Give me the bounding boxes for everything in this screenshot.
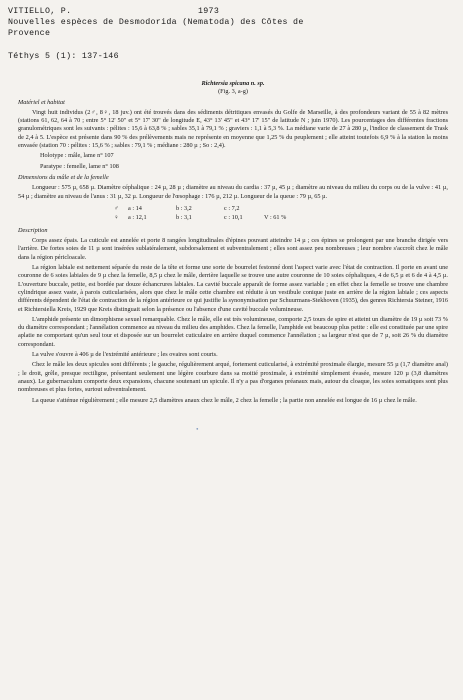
paratype-line: Paratype : femelle, lame n° 108 <box>40 162 119 170</box>
dimensions-paragraph: Longueur : 575 µ, 658 µ. Diamètre céphalique : 24 µ, 28 µ ; diamètre au niveau du cardia : 37 µ, 45 µ ; diamètre au niveau du milieu du corps ou de la vulve : 41 µ, 54 µ ; diamètre au niveau de l'anus : 31 µ, 32 µ. Longueur de l'œsophage : 176 µ, 212 µ. Longueur de la queue : 79 µ, 65 µ. <box>18 184 448 200</box>
figure-reference: (Fig. 3, a-g) <box>218 88 248 96</box>
female-v: V : 61 % <box>264 213 287 221</box>
formula-row-female <box>114 213 448 222</box>
library-stamp-icon: ● <box>195 425 199 432</box>
card-journal: Téthys 5 (1): 137-146 <box>8 52 119 61</box>
section-heading-material: Matériel et habitat <box>18 98 65 106</box>
card-title-line-2: Provence <box>8 29 51 38</box>
description-paragraph-1: Corps assez épais. La cuticule est annelée et porte 8 rangées longitudinales d'épines pouvant atteindre 14 µ ; ces épines se prolongent par une branche dirigée vers l'arrière. De fortes soies de 11 µ sont insérées sublatéralement, subdorsalement et subventralement ; elles sont assez peu nombreuses ; leur nombre s'accroît chez le mâle dans la région péricloacale. <box>18 237 448 261</box>
section-heading-dimensions: Dimensions du mâle et de la femelle <box>18 173 109 181</box>
type-specimens <box>40 152 448 171</box>
species-title: Richtersia spicana n. sp. <box>201 80 265 87</box>
female-symbol: ♀ <box>114 213 119 221</box>
description-paragraph-4: La vulve s'ouvre à 406 µ de l'extrémité antérieure ; les ovaires sont courts. <box>32 351 218 359</box>
material-paragraph: Vingt huit individus (2♂, 8♀, 18 juv.) ont été trouvés dans des sédiments détritiques envasés du Golfe de Marseille, à des profondeurs variant de 55 à 82 mètres (stations 61, 62, 64 à 70 ; entre 5° 12' 50" et 5° 17' 30" de longitude E, 43° 13' 45" et 43° 17' 15" de latitude N ; juin 1970). Les pourcentages des différentes fractions granulométriques sont les suivants : pélites : 15,6 à 63,8 % ; sables 35,1 à 79,1 % ; graviers : 1,1 à 5,3 %. La médiane varie de 27 à 280 µ, l'indice de classement de Trask de 2,4 à 5. L'espèce est présente dans 90 % des prélèvements mais ne représente en moyenne que 1,25 % du peuplement ; elle atteint toutefois 6,9 % à la station la moins envasée (station 70 : pélites : 15,6 % ; sables : 79,1 % ; médiane : 280 µ ; So : 2,4). <box>18 108 448 150</box>
male-v <box>264 204 304 213</box>
reference-card-header <box>8 6 458 62</box>
description-paragraph-5: Chez le mâle les deux spicules sont différents ; le gauche, régulièrement arqué, fortement cuticularisé, à extrémité proximale élargie, mesure 55 µ (1,7 diamètre anal) ; le droit, grêle, presque rectiligne, présentant seulement une légère courbure dans sa moitié proximale, à extrémité simplement évasée, mesure 120 µ (3,8 diamètres anaux). Le gubernaculum comporte deux expansions, chacune soutenant un spicule. Il n'y a pas d'organes préanaux mais, autour du cloaque, les soies somatiques sont plus nombreuses et plus fortes, surtout subventralement. <box>18 361 448 394</box>
male-c: c : 7,2 <box>224 204 240 212</box>
male-symbol: ♂ <box>114 204 119 212</box>
holotype-line: Holotype : mâle, lame n° 107 <box>40 152 114 160</box>
female-c: c : 10,1 <box>224 213 243 221</box>
card-year: 1973 <box>198 7 220 16</box>
description-paragraph-6: La queue s'atténue régulièrement ; elle mesure 2,5 diamètres anaux chez le mâle, 2 chez la femelle ; la partie non annelée est longue de 16 µ chez le mâle. <box>32 396 417 404</box>
card-author: VITIELLO, P. <box>8 7 72 16</box>
de-man-formula <box>114 204 448 222</box>
card-title-line-1: Nouvelles espèces de Desmodorida (Nematoda) des Côtes de <box>8 18 304 27</box>
description-paragraph-3: L'amphide présente un dimorphisme sexuel remarquable. Chez le mâle, elle est très volumineuse, comporte 2,5 tours de spire et atteint un diamètre de 19 µ soit 73 % du diamètre correspondant ; l'annélation commence au niveau du milieu des amphides. Chez la femelle, l'amphide est beaucoup plus petite : elle est constituée par une spire aplatie ne comportant qu'un seul tour et disposée sur un bourrelet cuticulaire en arrière duquel commence l'annélation ; sa largeur n'est que de 7 µ, soit 26 % du diamètre correspondant. <box>18 315 448 348</box>
description-paragraph-2: La région labiale est nettement séparée du reste de la tête et forme une sorte de bourrelet festonné dont l'aspect varie avec l'état de contraction. Il porte en avant une couronne de 6 soies labiales de 9 µ chez la femelle, 8,5 µ chez le mâle, derrière laquelle se trouve une autre couronne de 10 soies céphaliques, 4 de 6,5 µ et 6 de 4 à 4,5 µ. L'ouverture buccale, petite, est bordée par douze échancrures labiales. La cavité buccale apparaît de forme assez variable ; en effet chez la femelle se trouve une chambre cylindrique assez vaste, à parois cuticularisées, alors que chez le mâle cette chambre est réduite à un vestibule conique juste en arrière de la région labiale ; ces aspects différents dépendent de l'état de contraction de la région antérieure ce qui justifie la synonymisation par Schuurmans-Stekhoven (1935), des genres Richtersia Steiner, 1916 et Richtersiella Kreis, 1929 que Kreis distinguait selon la présence ou l'absence d'une cavité buccale volumineuse. <box>18 264 448 313</box>
male-b: b : 3,2 <box>176 204 192 212</box>
female-a: a : 12,1 <box>128 213 147 221</box>
female-b: b : 3,1 <box>176 213 192 221</box>
section-heading-description: Description <box>18 226 48 234</box>
article-body <box>18 80 448 407</box>
male-a: a : 14 <box>128 204 142 212</box>
formula-row-male <box>114 204 448 213</box>
